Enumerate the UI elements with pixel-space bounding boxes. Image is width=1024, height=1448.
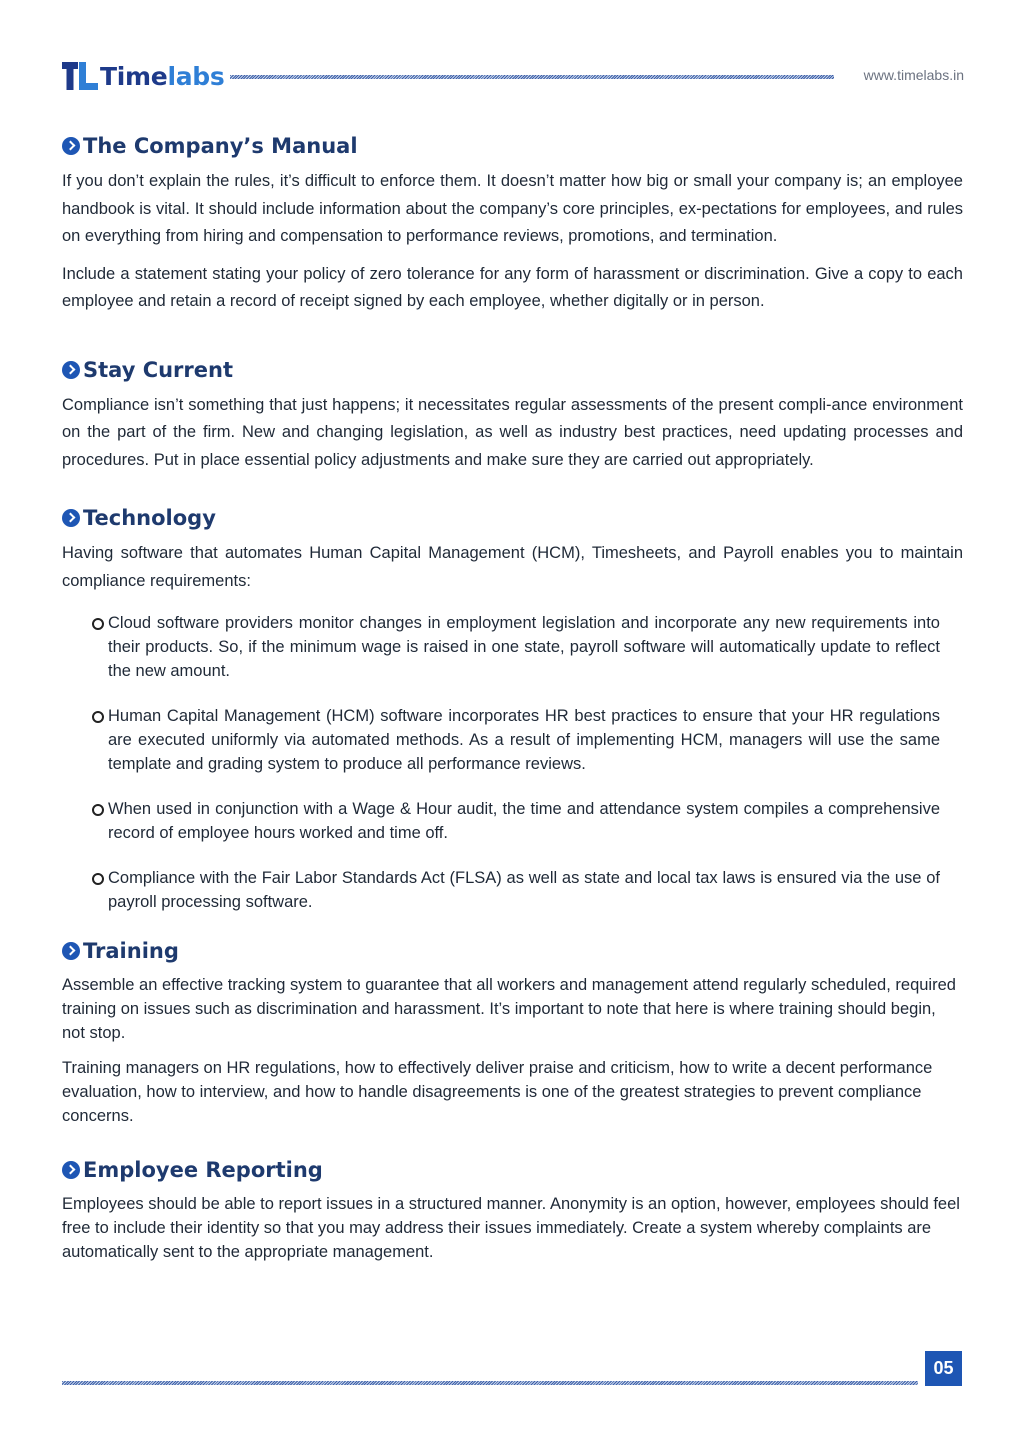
section-title: Employee Reporting (83, 1158, 323, 1182)
section-stay-current (62, 354, 963, 475)
section-title: Technology (83, 506, 216, 530)
timelabs-tl-logo-icon (62, 58, 98, 94)
header-divider (230, 75, 834, 79)
section-heading (62, 935, 963, 967)
chevron-right-icon (62, 509, 80, 527)
timelabs-logo (62, 58, 224, 94)
page-number: 05 (925, 1351, 962, 1386)
page-content (62, 130, 963, 1275)
logo-text-time: Time (100, 61, 168, 91)
chevron-right-icon (62, 1161, 80, 1179)
list-item-text: Cloud software providers monitor changes in employment legislation and incorporate any new requirements into their products. So, if the minimum wage is raised in one state, payroll software will automatically update to reflect the new amount. (108, 614, 940, 680)
paragraph: Compliance isn’t something that just happens; it necessitates regular assessments of the present compli-ance environment on the part of the firm. New and changing legislation, as well as industry best practices, need updating processes and procedures. Put in place essential policy adjustments and make sure they are carried out appropriately. (62, 395, 963, 469)
paragraph: If you don’t explain the rules, it’s difficult to enforce them. It doesn’t matter how big or small your company is; an employee handbook is vital. It should include information about the company’s core principles, ex-pectations for employees, and rules on everything from hiring and compensation to performance reviews, promotions, and termination. (62, 172, 963, 245)
paragraph: Having software that automates Human Capital Management (HCM), Timesheets, and Payroll enables you to maintain compliance requirements: (62, 544, 963, 590)
list-item (92, 611, 940, 683)
paragraph: Assemble an effective tracking system to guarantee that all workers and management attend regularly scheduled, required training on issues such as discrimination and harassment. It’s important to note that here is where training should begin, not stop. (62, 976, 956, 1042)
technology-bullet-list (92, 611, 940, 914)
list-item (92, 866, 940, 914)
section-training (62, 935, 963, 1128)
circle-bullet-icon (92, 711, 104, 723)
section-heading (62, 502, 963, 534)
website-url[interactable]: www.timelabs.in (863, 67, 964, 83)
chevron-right-icon (62, 137, 80, 155)
circle-bullet-icon (92, 873, 104, 885)
section-title: The Company’s Manual (83, 134, 358, 158)
chevron-right-icon (62, 942, 80, 960)
section-title: Stay Current (83, 357, 233, 382)
list-item (92, 797, 940, 845)
circle-bullet-icon (92, 804, 104, 816)
section-heading (62, 354, 963, 386)
logo-wordmark (100, 62, 224, 91)
list-item-text: Human Capital Management (HCM) software incorporates HR best practices to ensure that your HR regulations are executed uniformly via automated methods. As a result of implementing HCM, managers will use the same template and grading system to produce all performance reviews. (108, 707, 940, 773)
list-item-text: Compliance with the Fair Labor Standards Act (FLSA) as well as state and local tax laws is ensured via the use of payroll processing software. (108, 869, 940, 911)
list-item (92, 704, 940, 776)
page-header (62, 58, 964, 98)
paragraph: Employees should be able to report issues in a structured manner. Anonymity is an option, however, employees should feel free to include their identity so that you may address their issues immediately. Create a system whereby complaints are automatically sent to the appropriate management. (62, 1195, 960, 1261)
circle-bullet-icon (92, 618, 104, 630)
section-technology (62, 502, 963, 914)
section-title: Training (83, 939, 179, 963)
section-employee-reporting (62, 1154, 963, 1264)
paragraph: Training managers on HR regulations, how to effectively deliver praise and criticism, how to write a decent performance evaluation, how to interview, and how to handle disagreements is one of the greatest strategies to prevent compliance concerns. (62, 1059, 933, 1125)
section-company-manual (62, 130, 963, 316)
chevron-right-icon (62, 361, 80, 379)
section-heading (62, 1154, 963, 1186)
paragraph: Include a statement stating your policy of zero tolerance for any form of harassment or discrimination. Give a copy to each employee and retain a record of receipt signed by each employee, whether digitally or in person. (62, 264, 963, 310)
footer-divider (62, 1381, 918, 1385)
list-item-text: When used in conjunction with a Wage & Hour audit, the time and attendance system compiles a comprehensive record of employee hours worked and time off. (108, 800, 940, 842)
logo-text-labs: labs (167, 61, 225, 91)
section-heading (62, 130, 963, 162)
